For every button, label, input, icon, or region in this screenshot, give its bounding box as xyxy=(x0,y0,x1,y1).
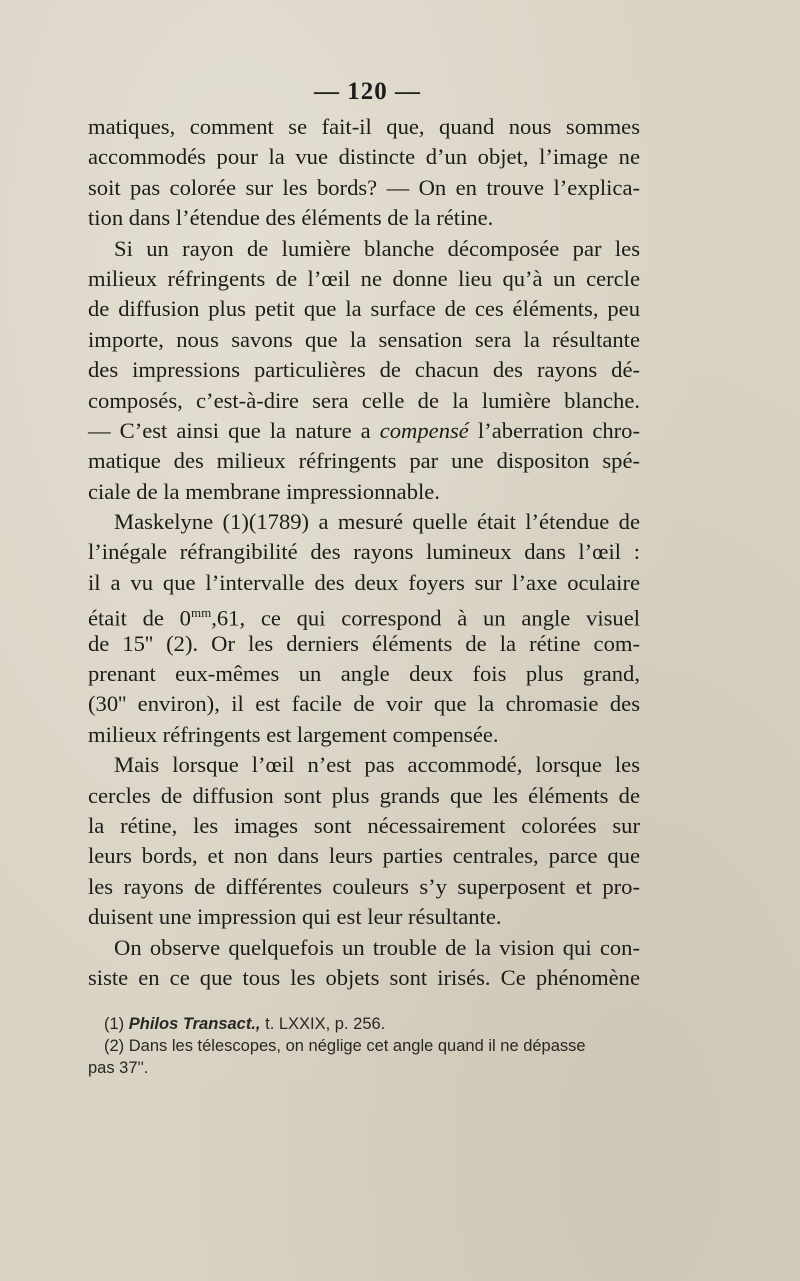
text-line: composés, c’est-à-dire sera celle de la lumière blanche. xyxy=(88,387,640,413)
text-line: cercles de diffusion sont plus grands que les éléments de xyxy=(88,782,640,808)
text-line: des impressions particulières de chacun des rayons dé- xyxy=(88,357,640,383)
text-line: de diffusion plus petit que la surface de ces éléments, peu xyxy=(88,296,640,322)
text-line: duisent une impression qui est leur résultante. xyxy=(88,904,502,930)
footnote-marker: (1) xyxy=(104,1015,125,1033)
italic-word: compensé xyxy=(379,417,469,443)
superscript-unit: mm xyxy=(190,605,212,621)
text-line: milieux réfringents de l’œil ne donne lieu qu’à un cercle xyxy=(88,265,640,291)
footnote-text: t. LXXIX, p. 256. xyxy=(265,1015,386,1033)
footnotes xyxy=(88,1013,644,1079)
text-line: leurs bords, et non dans leurs parties centrales, parce que xyxy=(88,843,640,869)
text-line: les rayons de différentes couleurs s’y superposent et pro- xyxy=(88,873,640,899)
text-line xyxy=(88,598,640,631)
footnote-marker: (2) xyxy=(104,1037,125,1055)
text-line: milieux réfringents est largement compensée. xyxy=(88,721,499,747)
text-line: importe, nous savons que la sensation sera la résultante xyxy=(88,326,640,352)
text-line: Maskelyne (1)(1789) a mesuré quelle était l’étendue de xyxy=(114,509,640,535)
text-line: prenant eux-mêmes un angle deux fois plus grand, xyxy=(88,661,640,687)
text-line: (30'' environ), il est facile de voir que la chromasie des xyxy=(88,691,640,717)
text-line: de 15'' (2). Or les derniers éléments de la rétine com- xyxy=(88,630,640,656)
text-line: la rétine, les images sont nécessairement colorées sur xyxy=(88,812,640,838)
text-segment: l’aberration chro- xyxy=(477,417,640,443)
text-line xyxy=(88,416,640,446)
text-line: On observe quelquefois un trouble de la vision qui con- xyxy=(114,934,640,960)
text-line: matiques, comment se fait-il que, quand nous sommes xyxy=(88,114,640,139)
footnote-2 xyxy=(104,1035,644,1057)
text-line: il a vu que l’intervalle des deux foyers sur l’axe oculaire xyxy=(88,569,640,595)
page-number: — 120 — xyxy=(314,78,421,105)
text-line: Mais lorsque l’œil n’est pas accommodé, lorsque les xyxy=(114,752,640,778)
text-segment: était de 0 xyxy=(88,605,191,631)
text-segment: — C’est ainsi que la nature a xyxy=(88,417,371,443)
text-line: soit pas colorée sur les bords? — On en trouve l’explica- xyxy=(88,174,640,200)
text-line: siste en ce que tous les objets sont irisés. Ce phénomène xyxy=(88,964,640,990)
text-segment: ,61, ce qui correspond à un angle visuel xyxy=(211,605,640,631)
text-line: ciale de la membrane impressionnable. xyxy=(88,478,440,504)
text-line: l’inégale réfrangibilité des rayons lumineux dans l’œil : xyxy=(88,539,640,565)
text-line: tion dans l’étendue des éléments de la rétine. xyxy=(88,205,494,231)
text-line: accommodés pour la vue distincte d’un objet, l’image ne xyxy=(88,144,640,170)
footnote-text: Dans les télescopes, on néglige cet angle quand il ne dépasse xyxy=(128,1037,586,1055)
text-line: matique des milieux réfringents par une dispositon spé- xyxy=(88,448,640,474)
footnote-2-continued: pas 37''. xyxy=(88,1059,149,1077)
footnote-1 xyxy=(104,1013,644,1035)
text-line: Si un rayon de lumière blanche décomposée par les xyxy=(114,235,640,261)
footnote-source: Philos Transact., xyxy=(128,1015,261,1033)
body-text xyxy=(88,112,640,993)
